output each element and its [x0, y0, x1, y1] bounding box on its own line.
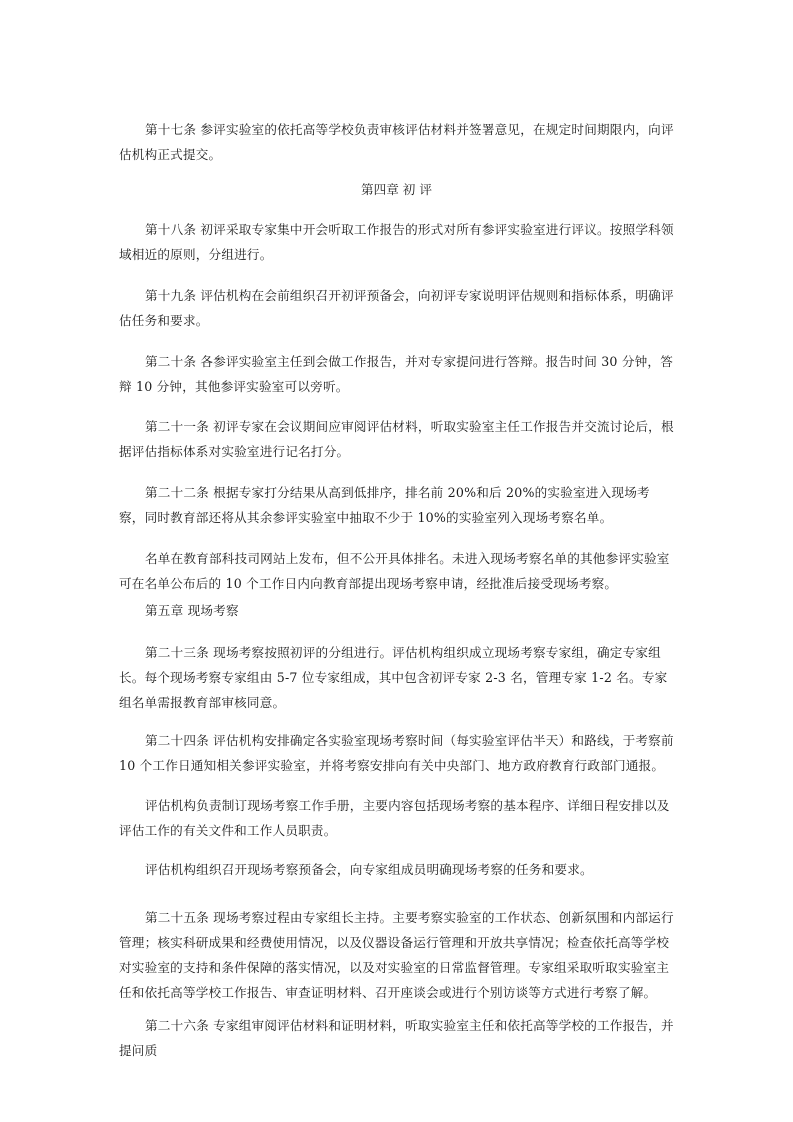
article-19: 第十九条 评估机构在会前组织召开初评预备会，向初评专家说明评估规则和指标体系，明确评估任务和要求。	[119, 288, 674, 328]
chapter-5-heading: 第五章 现场考察	[145, 603, 239, 618]
article-18: 第十八条 初评采取专家集中开会听取工作报告的形式对所有参评实验室进行评议。按照学科领域相近的原则，分组进行。	[119, 222, 674, 262]
article-17: 第十七条 参评实验室的依托高等学校负责审核评估材料并签署意见，在规定时间期限内，向评估机构正式提交。	[119, 122, 674, 162]
article-22-note: 名单在教育部科技司网站上发布，但不公开具体排名。未进入现场考察名单的其他参评实验室可在名单公布后的 10 个工作日内向教育部提出现场考察申请，经批准后接受现场考察。	[119, 551, 670, 591]
article-26: 第二十六条 专家组审阅评估材料和证明材料，听取实验室主任和依托高等学校的工作报告，并提问质	[119, 1018, 674, 1058]
article-24: 第二十四条 评估机构安排确定各实验室现场考察时间（每实验室评估半天）和路线，于考察前 10 个工作日通知相关参评实验室，并将考察安排向有关中央部门、地方政府教育行政部门通报。	[119, 733, 674, 773]
article-22: 第二十二条 根据专家打分结果从高到低排序，排名前 20%和后 20%的实验室进入现场考察，同时教育部还将从其余参评实验室中抽取不少于 10%的实验室列入现场考察名单。	[119, 485, 650, 525]
article-24-meeting: 评估机构组织召开现场考察预备会，向专家组成员明确现场考察的任务和要求。	[145, 862, 593, 877]
article-23: 第二十三条 现场考察按照初评的分组进行。评估机构组织成立现场考察专家组，确定专家组长。每个现场考察专家组由 5-7 位专家组成，其中包含初评专家 2-3 名，管理专家 1-2 名。专家组名单需报教育部审核同意。	[119, 645, 668, 710]
article-20: 第二十条 各参评实验室主任到会做工作报告，并对专家提问进行答辩。报告时间 30 分钟，答辩 10 分钟，其他参评实验室可以旁听。	[119, 354, 673, 394]
article-24-manual: 评估机构负责制订现场考察工作手册，主要内容包括现场考察的基本程序、详细日程安排以及评估工作的有关文件和工作人员职责。	[119, 798, 670, 838]
article-25: 第二十五条 现场考察过程由专家组长主持。主要考察实验室的工作状态、创新氛围和内部运行管理；核实科研成果和经费使用情况，以及仪器设备运行管理和开放共享情况；检查依托高等学校对实验室的支持和条件保障的落实情况，以及对实验室的日常监督管理。专家组采取听取实验室主任和依托高等学校工作报告、审查证明材料、召开座谈会或进行个别访谈等方式进行考察了解。	[119, 910, 674, 1000]
chapter-4-heading: 第四章 初 评	[361, 182, 432, 197]
article-21: 第二十一条 初评专家在会议期间应审阅评估材料，听取实验室主任工作报告并交流讨论后，根据评估指标体系对实验室进行记名打分。	[119, 419, 674, 459]
